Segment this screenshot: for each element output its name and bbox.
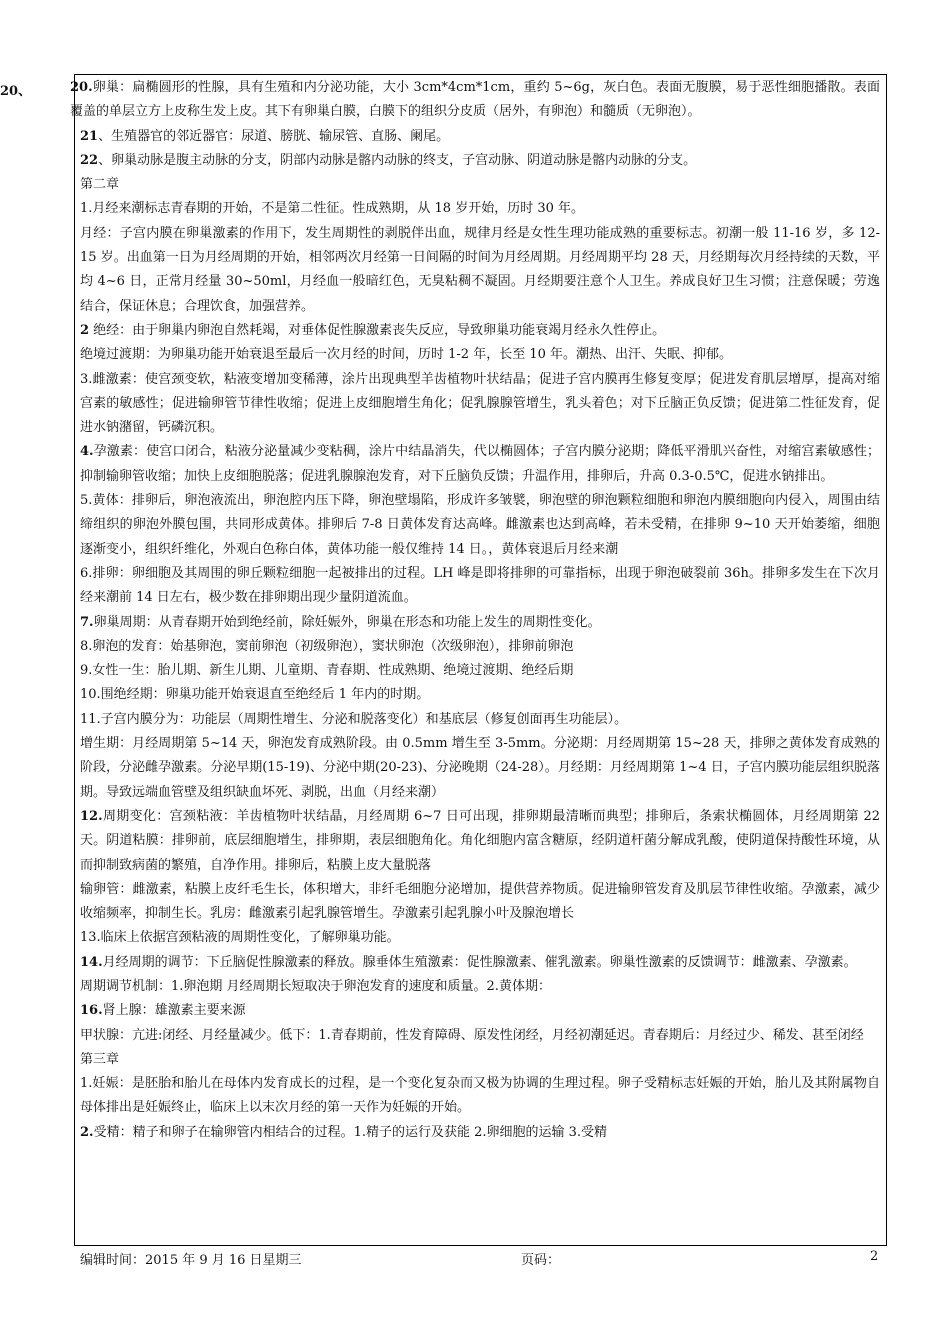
paragraph-14: 14.月经周期的调节：下丘脑促性腺激素的释放。腺垂体生殖激素：促性腺激素、催乳激素。卵巢性激素的反馈调节：雌激素、孕激素。 bbox=[80, 954, 857, 970]
paragraph-3: 3.雌激素：使宫颈变软，粘液变增加变稀薄，涂片出现典型羊齿植物叶状结晶；促进子宫内膜再生修复变厚；促进发育肌层增厚，提高对缩宫素的敏感性；促进输卵管节律性收缩；促进上皮细胞增生角化；促乳腺腺管增生，乳头着色；对下丘脑正负反馈；促进第二性征发育，促进水钠潴留，钙磷沉积。 bbox=[80, 371, 880, 436]
paragraph-menstruation: 月经：子宫内膜在卵巢激素的作用下，发生周期性的剥脱伴出血，规律月经是女性生理功能成熟的重要标志。初潮一般 11-16 岁，多 12-15 岁。出血第一日为月经周期的开始，相邻两次月经第一日间隔的时间为月经周期。月经周期平均 28 天，月经期每次月经持续的天数，平均 4~6 日，正常月经量 30~50ml，月经血一般暗红色，无臭粘稠不凝固。月经期要注意个人卫生。养成良好卫生习惯；注意保暖；劳逸结合，保证休息；合理饮食，加强营养。 bbox=[80, 225, 880, 314]
paragraph-20: 20.卵巢：扁椭圆形的性腺，具有生殖和内分泌功能，大小 3cm*4cm*1cm，重约 5~6g，灰白色。表面无腹膜，易于恶性细胞播散。表面覆盖的单层立方上皮称生发上皮。其下有卵巢白膜，白膜下的组织分皮质（居外，有卵泡）和髓质（无卵泡）。 bbox=[70, 80, 880, 120]
paragraph-6: 6.排卵：卵细胞及其周围的卵丘颗粒细胞一起被排出的过程。LH 峰是即将排卵的可靠指标，出现于卵泡破裂前 36h。排卵多发生在下次月经来潮前 14 日左右，极少数在排卵期出现少量阴道流血。 bbox=[80, 565, 880, 606]
paragraph-10: 10.围绝经期：卵巢功能开始衰退直至绝经后 1 年内的时期。 bbox=[80, 687, 430, 703]
paragraph-22: 22、卵巢动脉是腹主动脉的分支，阴部内动脉是髂内动脉的终支，子宫动脉、阴道动脉是髂内动脉的分支。 bbox=[80, 152, 697, 168]
paragraph-16: 16.肾上腺：雄激素主要来源 bbox=[80, 1003, 246, 1019]
paragraph-9: 9.女性一生：胎儿期、新生儿期、儿童期、青春期、性成熟期、绝境过渡期、绝经后期 bbox=[80, 663, 574, 679]
paragraph-proliferative: 增生期：月经周期第 5~14 天，卵泡发育成熟阶段。由 0.5mm 增生至 3-5mm。分泌期：月经周期第 15~28 天，排卵之黄体发育成熟的阶段，分泌雌孕激素。分泌早期(15-19)、分泌中期(20-23)、分泌晚期（24-28）。月经期：月经周期第 1~4 日，子宫内膜功能层组织脱落期。导致远端血管壁及组织缺血坏死、剥脱，出血（月经来潮） bbox=[80, 736, 880, 800]
paragraph-thyroid: 甲状腺：亢进:闭经、月经量减少。低下：1.青春期前，性发育障碍、原发性闭经，月经初潮延迟。青春期后：月经过少、稀发、甚至闭经 bbox=[80, 1027, 864, 1043]
paragraph-1: 1.月经来潮标志青春期的开始，不是第二性征。性成熟期，从 18 岁开始，历时 30 年。 bbox=[80, 201, 585, 217]
paragraph-7: 7.卵巢周期：从青春期开始到绝经前，除妊娠外，卵巢在形态和功能上发生的周期性变化。 bbox=[80, 614, 601, 630]
paragraph-12: 12.周期变化：宫颈粘液：羊齿植物叶状结晶，月经周期 6~7 日可出现，排卵期最清晰而典型；排卵后，条索状椭圆体，月经周期第 22 天。阴道粘膜：排卵前，底层细胞增生，排卵期，表层细胞角化。角化细胞内富含糖原，经阴道杆菌分解成乳酸，使阴道保持酸性环境，从而抑制致病菌的繁殖，自净作用。排卵后，粘膜上皮大量脱落 bbox=[80, 808, 880, 873]
paragraph-pregnancy: 1.妊娠：是胚胎和胎儿在母体内发育成长的过程，是一个变化复杂而又极为协调的生理过程。卵子受精标志妊娠的开始，胎儿及其附属物自母体排出是妊娠终止，临床上以末次月经的第一天作为妊娠的开始。 bbox=[80, 1076, 880, 1116]
margin-number: 20、 bbox=[0, 84, 32, 99]
paragraph-5: 5.黄体：排卵后，卵泡液流出，卵泡腔内压下降，卵泡壁塌陷，形成许多皱襞，卵泡壁的卵泡颗粒细胞和卵泡内膜细胞向内侵入，周围由结缔组织的卵泡外膜包围，共同形成黄体。排卵后 7-8 日黄体发育达高峰。雌激素也达到高峰，若未受精，在排卵 9~10 天开始萎缩，细胞逐渐变小，组织纤维化，外观白色称白体，黄体功能一般仅维持 14 日。，黄体衰退后月经来潮 bbox=[80, 493, 880, 557]
paragraph-4: 4.孕激素：使宫口闭合，粘液分泌量减少变粘稠，涂片中结晶消失，代以椭圆体；子宫内膜分泌期；降低平滑肌兴奋性，对缩宫素敏感性；抑制输卵管收缩；加快上皮细胞脱落；促进乳腺腺泡发育，对下丘脑负反馈；升温作用，排卵后，升高 0.3-0.5℃，促进水钠排出。 bbox=[80, 444, 880, 484]
chapter-heading-2: 第二章 bbox=[80, 177, 120, 193]
paragraph-21: 21、生殖器官的邻近器官：尿道、膀胱、输尿管、直肠、阑尾。 bbox=[80, 128, 450, 144]
paragraph-2: 2 绝经：由于卵巢内卵泡自然耗竭，对垂体促性腺激素丧失反应，导致卵巢功能衰竭月经永久性停止。 bbox=[80, 322, 666, 338]
footer-edit-time: 编辑时间：2015 年 9 月 16 日星期三 bbox=[80, 1253, 302, 1268]
paragraph-regulation: 周期调节机制：1.卵泡期 月经周期长短取决于卵泡发育的速度和质量。2.黄体期： bbox=[80, 978, 551, 994]
paragraph-oviduct: 输卵管：雌激素，粘膜上皮纤毛生长，体积增大，非纤毛细胞分泌增加，提供营养物质。促进输卵管发育及肌层节律性收缩。孕激素，减少收缩频率，抑制生长。乳房：雌激素引起乳腺管增生。孕激素引起乳腺小叶及腺泡增长 bbox=[80, 881, 880, 922]
footer-page-number: 2 bbox=[870, 1249, 879, 1264]
paragraph-11: 11.子宫内膜分为：功能层（周期性增生、分泌和脱落变化）和基底层（修复创面再生功能层）。 bbox=[80, 711, 628, 727]
paragraph-8: 8.卵泡的发育：始基卵泡，窦前卵泡（初级卵泡），窦状卵泡（次级卵泡），排卵前卵泡 bbox=[80, 638, 574, 654]
paragraph-13: 13.临床上依据宫颈粘液的周期性变化，了解卵巢功能。 bbox=[80, 930, 400, 946]
paragraph-transition: 绝境过渡期：为卵巢功能开始衰退至最后一次月经的时间，历时 1-2 年，长至 10 年。潮热、出汗、失眠、抑郁。 bbox=[80, 347, 733, 363]
paragraph-fertilization: 2.受精：精子和卵子在输卵管内相结合的过程。1.精子的运行及获能 2.卵细胞的运输 3.受精 bbox=[80, 1124, 608, 1140]
chapter-heading-3: 第三章 bbox=[80, 1051, 120, 1067]
footer-page-label: 页码： bbox=[521, 1253, 561, 1268]
document-body bbox=[70, 76, 880, 1145]
